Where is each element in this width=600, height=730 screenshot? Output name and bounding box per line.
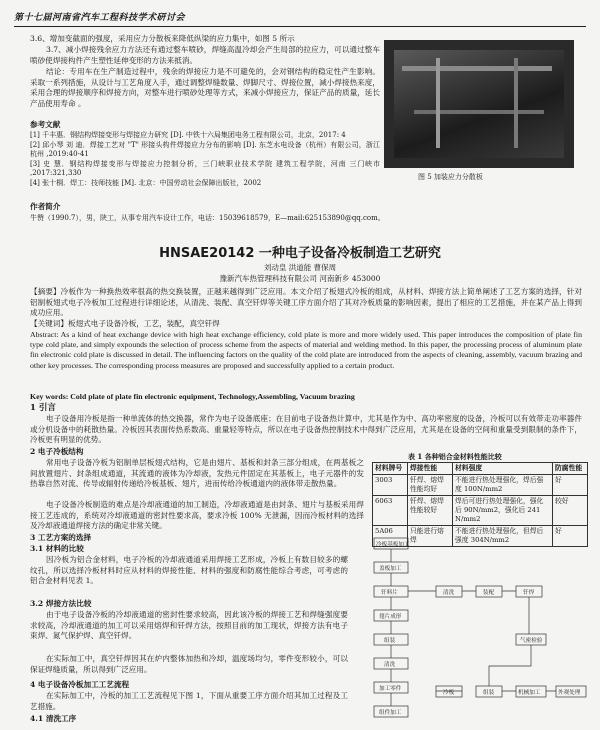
table-header-row (373, 463, 588, 475)
table-cell: 6063 (373, 496, 408, 526)
table-1 (372, 462, 588, 547)
table-cell: 好 (553, 475, 588, 496)
flow-label: 组装 (384, 638, 396, 644)
article-affiliation: 豫新汽车热管理科技有限公司 河南新乡 453000 (219, 274, 381, 283)
paragraph-3-6: 3.6、增加变截面的强度，采用应力分散板来降低纵梁的应力集中，如图 5 所示 (30, 34, 295, 43)
table-cell: 焊后可进行热处理强化，强化后 90N/mm2，强化后 241 N/mm2 (453, 496, 553, 526)
flow-label: 冷板基板加工 (376, 542, 410, 548)
table-cell: 不能进行热处理强化，但焊后强度 304N/mm2 (453, 526, 553, 547)
references-heading: 参考文献 (30, 120, 61, 129)
table-header-cell: 材料强度 (453, 463, 553, 475)
section-3-2-heading: 3.2 焊接方法比较 (30, 599, 92, 608)
conclusion: 结论：专用车在生产制造过程中，残余的焊接应力是不可避免的，会对钢结构的稳定性产生影响。采取一系列措施，从设计与工艺角度入手，通过调整焊缝数量、焊脚尺寸、焊接位置，减小焊接热来度，采用合理的焊接顺序和焊接方向，对整车进行喷砂处理等方式，来减小焊接应力，保证产品的质量，延长产品使用寿命 。 (30, 67, 380, 108)
reference-item: [1] 千丰惠．钢结构焊接变形与焊接应力研究 [D]. 中铁十六局集团电务工程有限公司，北京，2017: 4 (30, 131, 346, 139)
flow-label: 装配 (483, 590, 495, 596)
table-row (373, 475, 588, 496)
abstract-en: Abstract: As a kind of heat exchange device with high heat exchange efficiency, cold plate is more and more widely used. This paper introduces the composition of plate fin type cold plate, and simply expounds the selection of process scheme from the aspects of material and welding method. In this paper, the processing process of aluminum plate fin electronic cold plate is discussed in detail. The influencing factors on the quality of the cold plate are introduced from the aspects of cleaning, assembly, vacuum brazing and other key processes. The corresponding process measures are proposed and successfully applied to a certain product. (30, 330, 582, 370)
keywords-en: Key words: Cold plate of plate fin electronic equipment, Technology,Assembling, Vacuum brazing (30, 392, 355, 401)
process-flowchart (352, 536, 592, 726)
section-2-heading: 2 电子冷板结构 (30, 447, 84, 456)
figure-5-photo (384, 40, 574, 168)
table-cell: 只能进行熔焊 (408, 526, 453, 547)
section-4-1-heading: 4.1 清洗工序 (30, 714, 77, 723)
flow-label: 气密检验 (520, 638, 543, 644)
section-1-heading: 1 引言 (30, 403, 56, 413)
table-cell: 钎焊、熔焊性能较好 (408, 496, 453, 526)
flow-label: 钎料片 (381, 590, 398, 596)
flow-label: 机械加工 (518, 690, 541, 696)
abstract-cn: 【摘要】冷板作为一种换热效率很高的热交换装置，正越来越得到广泛应用。本文介绍了板翅式冷板的组成，从材料、焊接方法上简单阐述了工艺方案的选择，针对铝制板翅式电子冷板加工过程进行详细论述，从清洗、装配、真空钎焊等关键工序方面介绍了其对冷板质量的影响因素，提出了相应的工艺措施，并在某产品上得到成功应用。 (30, 287, 582, 317)
table-header-cell: 防腐性能 (553, 463, 588, 475)
article-authors: 刘动皇 洪道能 曹保周 (263, 263, 337, 272)
table-cell: 3003 (373, 475, 408, 496)
author-heading: 作者简介 (30, 202, 61, 211)
section-3-2-text-1: 由于电子设备冷板的冷却液通道的密封性要求较高，因此该冷板的焊接工艺和焊缝强度要求较高，冷却液通道的加工可以采用熔焊和钎焊方法，按照目前的加工现状，焊接方法有电子束焊、氮气保护焊、真空钎焊。 (30, 610, 348, 640)
reference-item: [2] 邱小琴 刘 迪．焊接工艺对 "T" 形接头构件焊接应力分布的影响 [D]. 东芝水电设备（杭州）有限公司，浙江 杭州 ,2019:40-41 (30, 140, 380, 159)
figure-5-caption: 图 5 加装应力分散板 (418, 173, 483, 181)
flow-label: 加工零件 (379, 686, 402, 692)
article-title: HNSAE20142 一种电子设备冷板制造工艺研究 (159, 246, 441, 261)
journal-header: 第十七届河南省汽车工程科技学术研讨会 (14, 10, 586, 27)
section-2-text-1: 常用电子设备冷板为铝制单层板翅式结构，它是由翅片、基板和封条三部分组成，在两基板之间放置翅片、封条组成通道，其流通的液体为冷却液，发热元件固定在其基板上，电子元器件的发热靠自然对流、传导或辐射传递给冷板基板、翅片，进而传给冷板通道内的液体带走散热量。 (30, 458, 364, 488)
references-list (30, 131, 380, 189)
table-cell: 好 (553, 526, 588, 547)
author-bio: 牛赞（1990.7），男，陕工，从事专用汽车设计工作，电话：15039618579，E—mail:625153890@qq.com。 (30, 214, 385, 222)
paragraph-3-7: 3.7、减小焊接残余应力方法还有通过整车喷砂，焊缝高温冷却会产生局部的拉应力，可以通过整车喷砂使焊接构件产生塑性延伸变形的方法来抵消。 (30, 45, 380, 65)
table-header-cell: 焊接性能 (408, 463, 453, 475)
flow-label: 盖板加工 (379, 566, 402, 572)
section-4-heading: 4 电子设备冷板加工工艺流程 (30, 680, 130, 689)
flow-label: 钎焊 (523, 590, 535, 596)
flow-label: 组件加工 (379, 710, 402, 716)
section-3-heading: 3 工艺方案的选择 (30, 533, 92, 542)
flow-label: 组装 (483, 690, 495, 696)
table-header-cell: 材料牌号 (373, 463, 408, 475)
section-3-2-text-2: 在实际加工中，真空钎焊因其在炉内整体加热和冷却，温度场均匀，零件变形较小，可以保证焊缝质量，所以得到广泛应用。 (30, 654, 348, 674)
section-3-1-heading: 3.1 材料的比较 (30, 544, 84, 553)
table-cell: 较好 (553, 496, 588, 526)
flow-label: 清洗 (384, 662, 396, 668)
table-cell: 钎焊、熔焊性能均好 (408, 475, 453, 496)
reference-item: [3] 史 慧．钢结构焊接变形与焊接应力控制分析，三门峡职业技术学院 建筑工程学院，河南 三门峡市 ,2017:321,330 (30, 159, 380, 178)
section-2-text-2: 电子设备冷板制造的难点是冷却液通道的加工制造，冷却液通道是由封条、翅片与基板采用焊接工艺连成的，系统对冷却液通道的密封性要求高，要求冷板 100% 无泄漏，因而冷板材料的选择及冷却液通道焊接方法的确定非常关键。 (30, 500, 364, 530)
flow-label: 清洗 (443, 590, 455, 596)
flow-label: 外观处理 (558, 690, 581, 696)
section-1-text: 电子设备用冷板是指一种单流体的热交换器，常作为电子设备底座；在目前电子设备热计算中，尤其是作为中、高功率密度的设备，冷板可以有效带走功率器件或分机设备中的耗散热量。冷板因其表面传热系数高、重量轻等特点，所以在电子设备热控制技术中得到广泛应用，尤其是在设备的空间和重量受到限制的条件下，冷板更有明显的优势。 (30, 414, 582, 444)
reference-item: [4] 张十桐．焊工：技师技能 [M]. 北京：中国劳动社会保障出版社，2002 (30, 178, 262, 187)
keywords-cn: 【关键词】板翅式电子设备冷板，工艺，装配，真空钎焊 (30, 319, 220, 328)
table-row (373, 496, 588, 526)
table-cell: 5A06 (373, 526, 408, 547)
flow-label: 翅片成形 (379, 614, 402, 620)
flow-label: 冷板 (443, 690, 455, 696)
section-4-text: 在实际加工中，冷板的加工工艺流程见下图 1，下面从重要工序方面介绍其加工过程及工艺措施。 (30, 691, 348, 711)
section-3-1-text: 因冷板为铝合金材料，电子冷板的冷却液通道采用焊接工艺形成，冷板上有数目较多的螺纹孔，所以选择冷板材料时应从材料的焊接性能、材料的强度和防腐性能综合考虑，可考虑的铝合金材料见表 1。 (30, 555, 348, 585)
table-1-caption: 表 1 各种铝合金材料性能比较 (408, 452, 502, 461)
table-cell: 不能进行热处理强化，焊后强度 100N/mm2 (453, 475, 553, 496)
